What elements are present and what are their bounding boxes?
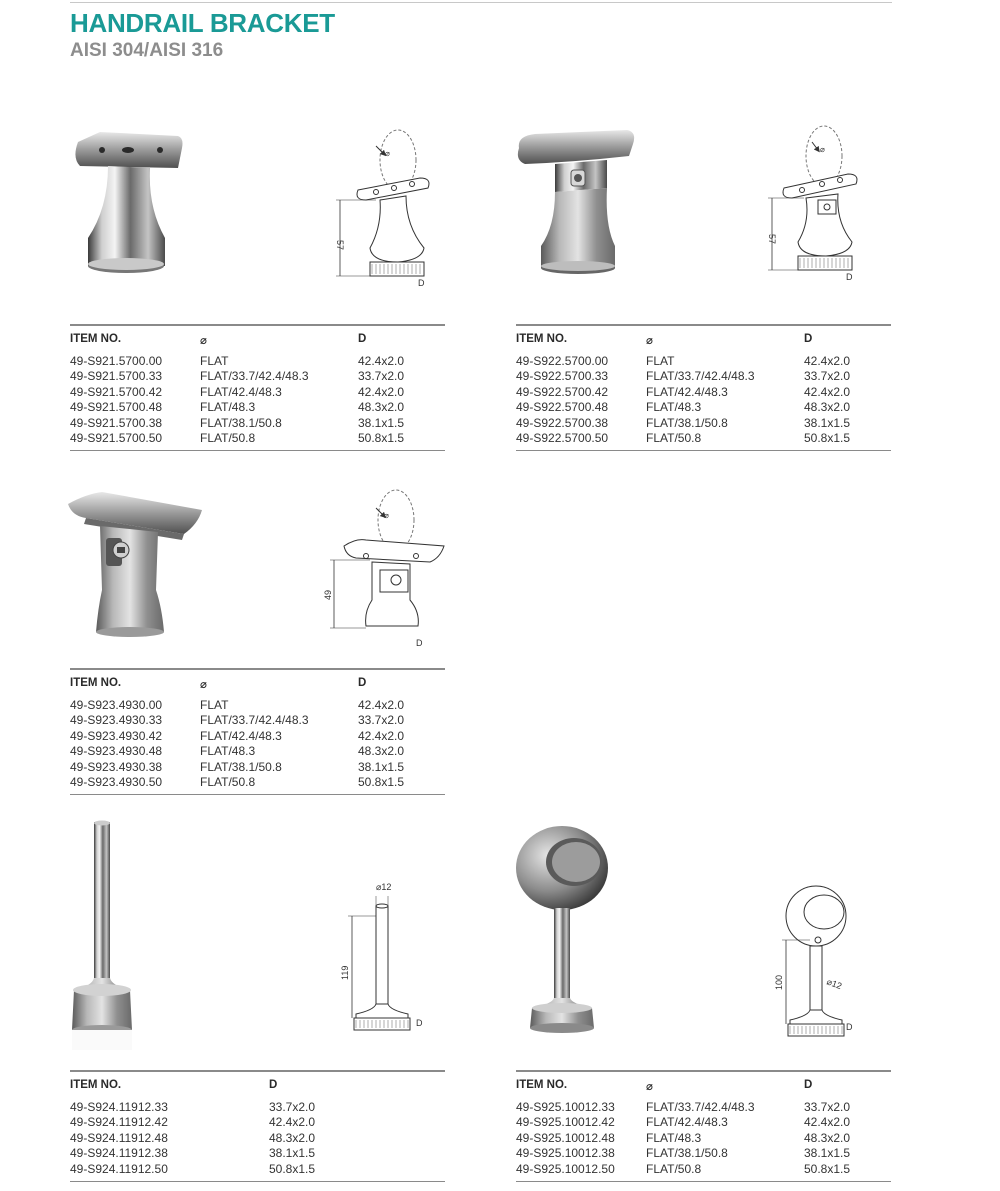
product-photo-s924 — [68, 818, 138, 1063]
table-row — [516, 1162, 891, 1177]
table-row — [70, 729, 445, 744]
item-table-s925 — [516, 1070, 891, 1182]
item-no: 49-S923.4930.50 — [70, 775, 163, 790]
item-no: 49-S923.4930.38 — [70, 759, 163, 774]
diameter: FLAT/50.8 — [200, 431, 256, 446]
technical-drawing-s921 — [328, 128, 438, 288]
d-value: 38.1x1.5 — [804, 415, 851, 430]
d-value: 33.7x2.0 — [358, 369, 405, 384]
header-diameter-symbol: ⌀ — [646, 1081, 653, 1093]
d-value: 42.4x2.0 — [804, 1115, 851, 1130]
d-value: 42.4x2.0 — [804, 384, 851, 399]
item-no: 49-S921.5700.00 — [70, 354, 163, 368]
item-no: 49-S922.5700.38 — [516, 415, 609, 430]
d-value: 42.4x2.0 — [358, 698, 405, 712]
product-photo-s925 — [512, 822, 612, 1052]
item-no: 49-S921.5700.38 — [70, 415, 163, 430]
d-value: 50.8x1.5 — [804, 431, 851, 446]
table-row — [70, 775, 445, 790]
header-item-no: ITEM NO. — [516, 1079, 568, 1091]
table-row — [516, 1100, 891, 1115]
top-rule — [70, 2, 892, 3]
item-no: 49-S923.4930.48 — [70, 744, 163, 759]
table-row — [516, 354, 891, 369]
item-table-s921 — [70, 324, 445, 451]
diameter-label-s924: D — [416, 1018, 423, 1028]
table-header — [516, 326, 891, 354]
diameter: FLAT/38.1/50.8 — [200, 759, 282, 774]
d-value: 38.1x1.5 — [358, 759, 405, 774]
item-no: 49-S924.11912.42 — [70, 1115, 168, 1130]
header-item-no: ITEM NO. — [70, 1079, 122, 1091]
d-value: 38.1x1.5 — [358, 415, 405, 430]
diameter: FLAT/48.3 — [646, 1130, 702, 1145]
header-item-no: ITEM NO. — [70, 333, 122, 345]
diameter: FLAT/42.4/48.3 — [646, 1115, 728, 1130]
table-row — [516, 400, 891, 415]
table-row — [70, 698, 445, 713]
svg-text:⌀: ⌀ — [384, 511, 389, 520]
table-row — [70, 1131, 445, 1146]
dimension-label-s923: 49 — [323, 589, 333, 600]
table-header — [516, 1072, 891, 1100]
diameter: FLAT/50.8 — [646, 1161, 702, 1176]
d-value: 50.8x1.5 — [269, 1161, 316, 1176]
diameter: FLAT — [200, 354, 229, 368]
item-table-s922 — [516, 324, 891, 451]
table-row — [516, 1146, 891, 1161]
table-row — [516, 1115, 891, 1130]
item-no: 49-S924.11912.50 — [70, 1161, 168, 1176]
item-no: 49-S923.4930.33 — [70, 713, 163, 728]
table-row — [70, 400, 445, 415]
table-row — [70, 713, 445, 728]
technical-drawing-s925 — [770, 880, 870, 1040]
item-table-s924 — [70, 1070, 445, 1182]
diameter: FLAT/33.7/42.4/48.3 — [200, 713, 309, 728]
item-no: 49-S922.5700.48 — [516, 400, 609, 415]
table-row — [516, 369, 891, 384]
item-no: 49-S925.10012.50 — [516, 1161, 615, 1176]
d-value: 50.8x1.5 — [358, 431, 405, 446]
item-no: 49-S923.4930.42 — [70, 728, 163, 743]
item-no: 49-S922.5700.00 — [516, 354, 609, 368]
table-row — [70, 1115, 445, 1130]
table-header — [70, 326, 445, 354]
diameter: FLAT — [200, 698, 229, 712]
header-d: D — [358, 333, 367, 345]
diameter: FLAT/48.3 — [200, 744, 256, 759]
item-no: 49-S921.5700.48 — [70, 400, 163, 415]
table-row — [70, 416, 445, 431]
table-row — [70, 1146, 445, 1161]
item-no: 49-S921.5700.42 — [70, 384, 163, 399]
diameter: FLAT/50.8 — [646, 431, 702, 446]
dimension-label-s921: 57 — [335, 240, 345, 251]
item-no: 49-S925.10012.38 — [516, 1146, 615, 1161]
d-value: 38.1x1.5 — [269, 1146, 316, 1161]
item-table-s923 — [70, 668, 445, 795]
item-no: 49-S922.5700.33 — [516, 369, 609, 384]
table-row — [70, 744, 445, 759]
d-value: 50.8x1.5 — [804, 1161, 851, 1176]
header-d: D — [804, 333, 813, 345]
d-value: 33.7x2.0 — [804, 369, 851, 384]
diameter: FLAT/38.1/50.8 — [646, 415, 728, 430]
table-row — [516, 416, 891, 431]
table-row — [70, 760, 445, 775]
diameter-label-s925: D — [846, 1022, 853, 1032]
header-d: D — [804, 1079, 813, 1091]
header-item-no: ITEM NO. — [70, 677, 122, 689]
table-row — [70, 1162, 445, 1177]
item-no: 49-S923.4930.00 — [70, 698, 163, 712]
item-no: 49-S925.10012.33 — [516, 1100, 615, 1114]
item-no: 49-S924.11912.33 — [70, 1100, 168, 1114]
technical-drawing-s924 — [336, 876, 436, 1036]
d-value: 48.3x2.0 — [804, 1130, 851, 1145]
item-no: 49-S922.5700.42 — [516, 384, 609, 399]
dimension-label-s924: 119 — [340, 965, 350, 980]
svg-text:⌀: ⌀ — [385, 149, 390, 158]
item-no: 49-S921.5700.33 — [70, 369, 163, 384]
header-d: D — [269, 1079, 278, 1091]
table-header — [70, 670, 445, 698]
dimension-label-s925: 100 — [774, 974, 784, 990]
diameter-label-s922: D — [846, 272, 853, 282]
product-photo-s921 — [70, 128, 195, 283]
technical-drawing-s923 — [323, 486, 446, 651]
diameter: FLAT/42.4/48.3 — [200, 384, 282, 399]
pin-diameter-label-s925: ⌀12 — [825, 976, 844, 992]
header-d: D — [358, 677, 367, 689]
table-row — [70, 431, 445, 446]
header-diameter-symbol: ⌀ — [646, 335, 653, 347]
d-value: 48.3x2.0 — [358, 400, 405, 415]
d-value: 42.4x2.0 — [358, 728, 405, 743]
d-value: 33.7x2.0 — [358, 713, 405, 728]
technical-drawing-s922 — [760, 124, 870, 284]
diameter: FLAT/33.7/42.4/48.3 — [200, 369, 309, 384]
item-no: 49-S921.5700.50 — [70, 431, 163, 446]
diameter: FLAT/48.3 — [646, 400, 702, 415]
page-title: HANDRAIL BRACKET — [70, 8, 335, 38]
header-diameter-symbol: ⌀ — [200, 335, 207, 347]
d-value: 42.4x2.0 — [358, 384, 405, 399]
d-value: 33.7x2.0 — [804, 1100, 851, 1114]
table-header — [70, 1072, 445, 1100]
header-item-no: ITEM NO. — [516, 333, 568, 345]
diameter: FLAT/38.1/50.8 — [200, 415, 282, 430]
item-no: 49-S922.5700.50 — [516, 431, 609, 446]
item-no: 49-S924.11912.48 — [70, 1130, 168, 1145]
diameter-label-s923: D — [416, 638, 423, 648]
d-value: 48.3x2.0 — [269, 1130, 316, 1145]
diameter: FLAT — [646, 354, 675, 368]
table-row — [70, 354, 445, 369]
table-row — [70, 369, 445, 384]
diameter: FLAT/48.3 — [200, 400, 256, 415]
diameter: FLAT/50.8 — [200, 775, 256, 790]
d-value: 42.4x2.0 — [358, 354, 405, 368]
d-value: 33.7x2.0 — [269, 1100, 316, 1114]
pin-diameter-label-s924: ⌀12 — [376, 882, 392, 892]
d-value: 50.8x1.5 — [358, 775, 405, 790]
d-value: 42.4x2.0 — [804, 354, 851, 368]
item-no: 49-S925.10012.48 — [516, 1130, 615, 1145]
d-value: 48.3x2.0 — [358, 744, 405, 759]
diameter: FLAT/42.4/48.3 — [646, 384, 728, 399]
table-row — [516, 431, 891, 446]
svg-text:⌀: ⌀ — [820, 145, 825, 154]
product-photo-s922 — [515, 126, 640, 286]
diameter: FLAT/42.4/48.3 — [200, 728, 282, 743]
d-value: 38.1x1.5 — [804, 1146, 851, 1161]
table-row — [516, 1131, 891, 1146]
d-value: 42.4x2.0 — [269, 1115, 316, 1130]
table-row — [516, 385, 891, 400]
table-row — [70, 1100, 445, 1115]
item-no: 49-S924.11912.38 — [70, 1146, 168, 1161]
d-value: 48.3x2.0 — [804, 400, 851, 415]
header-diameter-symbol: ⌀ — [200, 679, 207, 691]
item-no: 49-S925.10012.42 — [516, 1115, 615, 1130]
diameter: FLAT/33.7/42.4/48.3 — [646, 1100, 755, 1114]
diameter-label-s921: D — [418, 278, 425, 288]
diameter: FLAT/33.7/42.4/48.3 — [646, 369, 755, 384]
diameter: FLAT/38.1/50.8 — [646, 1146, 728, 1161]
page-subtitle: AISI 304/AISI 316 — [70, 40, 224, 61]
table-row — [70, 385, 445, 400]
dimension-label-s922: 57 — [767, 234, 777, 245]
product-photo-s923 — [66, 490, 206, 655]
